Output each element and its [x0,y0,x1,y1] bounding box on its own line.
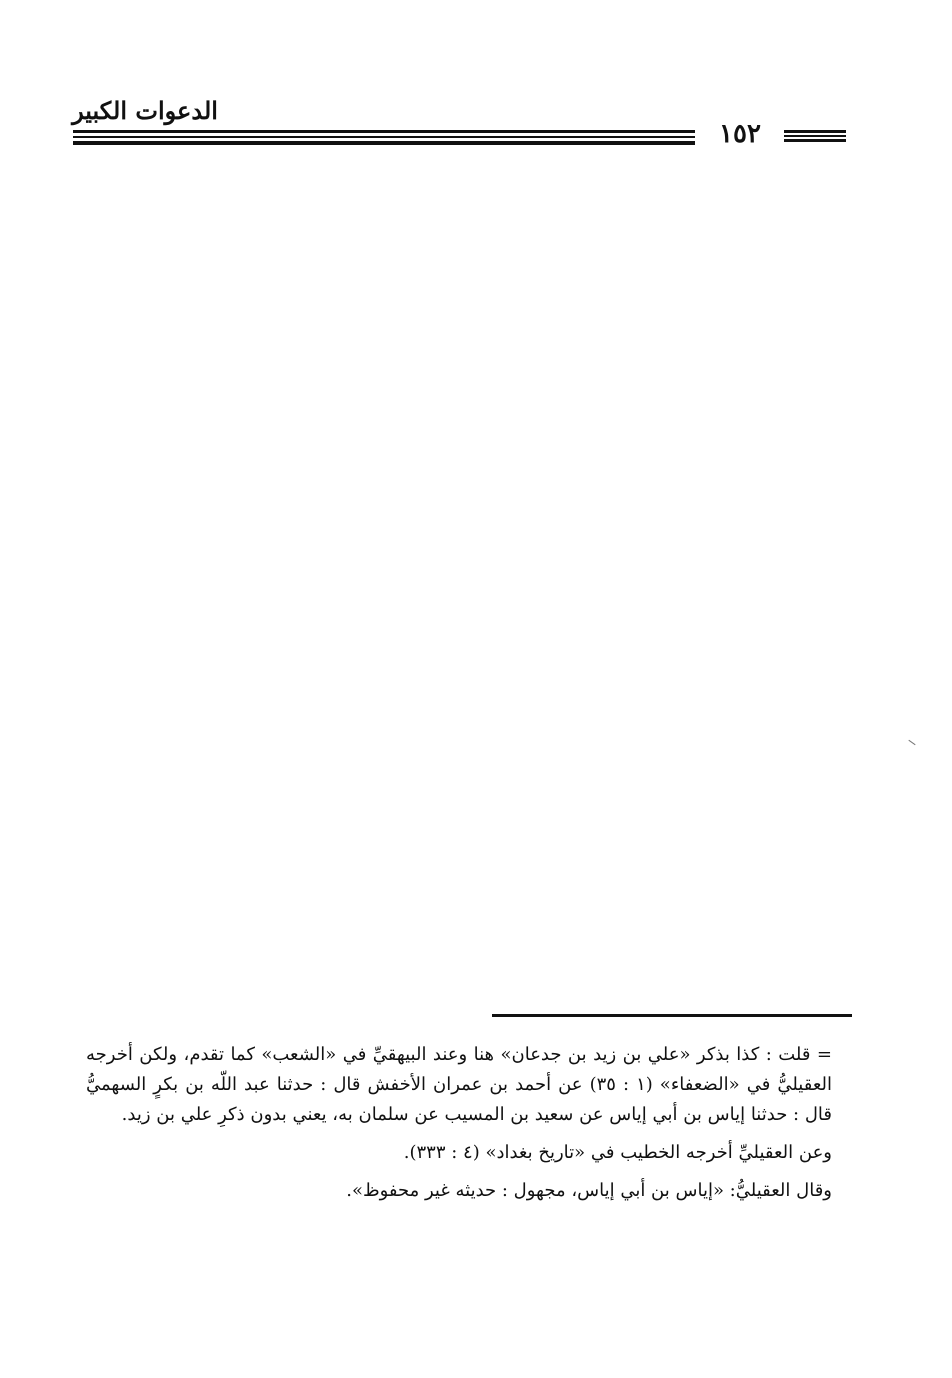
header-rule-left [73,130,695,147]
footnote-paragraph: وعن العقيليِّ أخرجه الخطيب في «تاريخ بغداد» (٤ : ٣٣٣). [403,1142,832,1163]
page-number: ١٥٢ [719,119,761,149]
header-rule-line-3 [73,141,695,145]
footnote-paragraph: وقال العقيليُّ: «إياس بن أبي إياس، مجهول : حديثه غير محفوظ». [346,1180,832,1201]
header-rule-line-2 [73,136,695,138]
header-rule-line-1 [73,130,695,133]
footnote-paragraph: = قلت : كذا بذكر «علي بن زيد بن جدعان» هنا وعند البيهقيِّ في «الشعب» كما تقدم، ولكن أخرجه العقيليُّ في «الضعفاء» (١ : ٣٥) عن أحمد بن عمران الأخفش قال : حدثنا عبد اللّه بن بكرٍ السهميُّ قال : حدثنا إياس بن أبي إياس عن سعيد بن المسيب عن سلمان به، يعني بدون ذكرِ علي بن زيد. [86,1044,832,1125]
header-title: الدعوات الكبير [72,96,218,125]
header-rule-right [784,130,846,143]
header-rule-right-line-3 [784,139,846,142]
footnotes-block [86,1040,832,1214]
header-rule-right-line-2 [784,135,846,137]
footnote-separator [492,1014,852,1017]
header-rule-right-line-1 [784,130,846,133]
scan-mark [908,740,915,745]
